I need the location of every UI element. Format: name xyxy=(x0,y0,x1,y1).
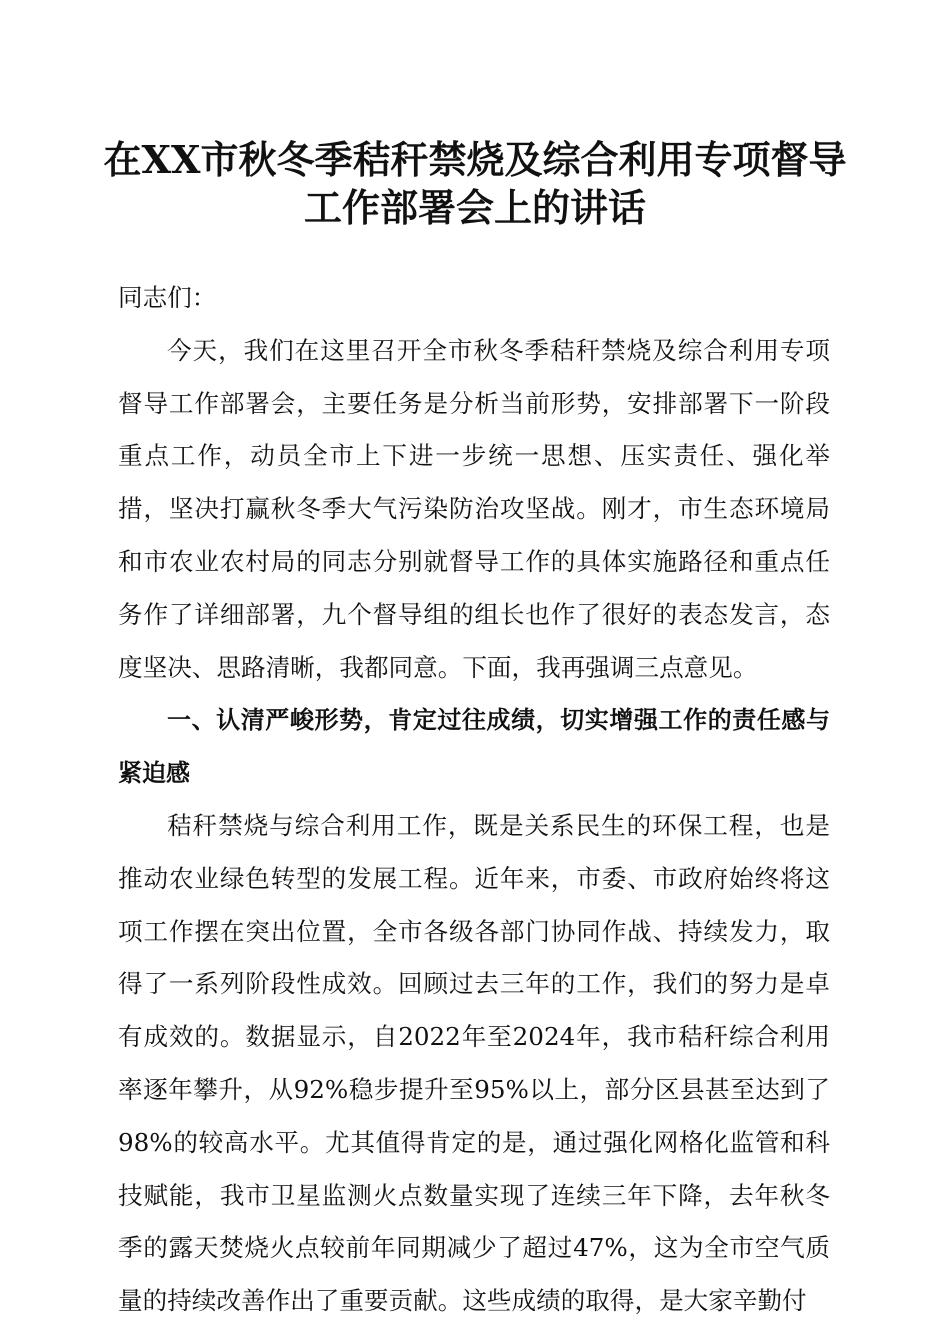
paragraph-opening: 今天，我们在这里召开全市秋冬季秸秆禁烧及综合利用专项督导工作部署会，主要任务是分析当前形势，安排部署下一阶段重点工作，动员全市上下进一步统一思想、压实责任、强化举措，坚决打赢秋冬季大气污染防治攻坚战。刚才，市生态环境局和市农业农村局的同志分别就督导工作的具体实施路径和重点任务作了详细部署，九个督导组的组长也作了很好的表态发言，态度坚决、思路清晰，我都同意。下面，我再强调三点意见。 xyxy=(118,335,830,682)
section-heading-1: 一、认清严峻形势，肯定过往成绩，切实增强工作的责任感与紧迫感 xyxy=(118,706,830,788)
greeting: 同志们： xyxy=(118,283,217,312)
paragraph-section-1: 秸秆禁烧与综合利用工作，既是关系民生的环保工程，也是推动农业绿色转型的发展工程。近年来，市委、市政府始终将这项工作摆在突出位置，全市各级各部门协同作战、持续发力，取得了一系列阶段性成效。回顾过去三年的工作，我们的努力是卓有成效的。数据显示，自2022年至2024年，我市秸秆综合利用率逐年攀升，从92%稳步提升至95%以上，部分区县甚至达到了98%的较高水平。尤其值得肯定的是，通过强化网格化监管和科技赋能，我市卫星监测火点数量实现了连续三年下降，去年秋冬季的露天焚烧火点较前年同期减少了超过47%，这为全市空气质量的持续改善作出了重要贡献。这些成绩的取得，是大家辛勤付 xyxy=(118,810,830,1316)
document-body xyxy=(118,272,830,1328)
document-title-line-1: 在XX市秋冬季秸秆禁烧及综合利用专项督导 xyxy=(103,137,847,182)
document-title-line-2: 工作部署会上的讲话 xyxy=(303,185,646,230)
